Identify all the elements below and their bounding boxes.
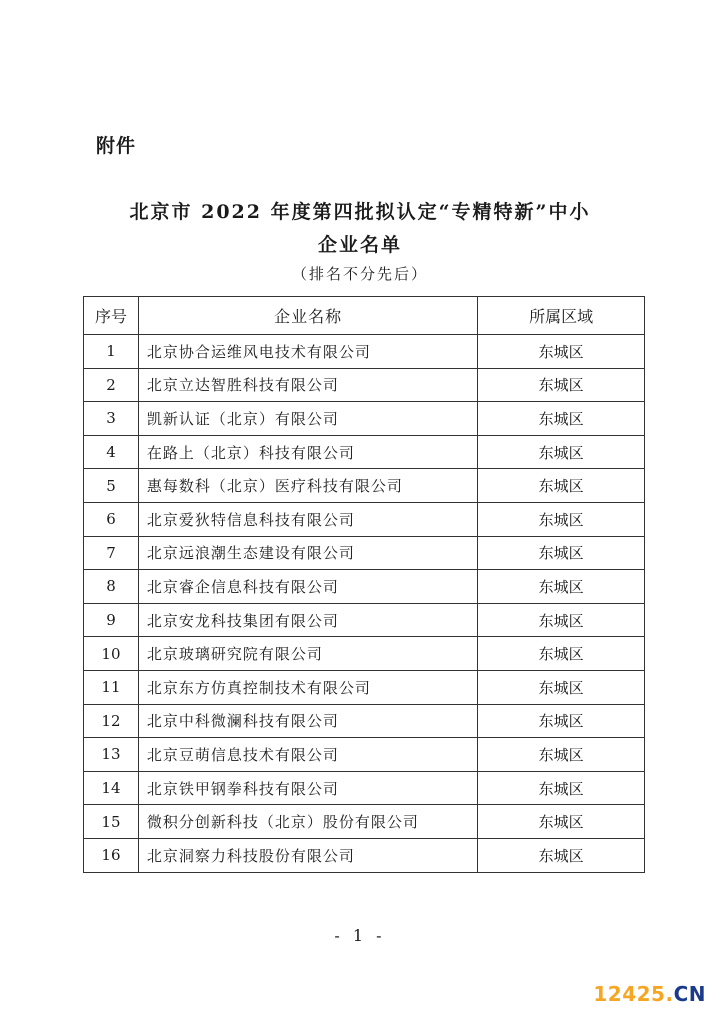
header-company-name: 企业名称 [138,297,477,335]
row-company-name: 北京铁甲钢拳科技有限公司 [138,771,477,805]
row-district: 东城区 [478,368,645,402]
header-serial-number: 序号 [84,297,139,335]
table-row [84,402,645,436]
row-district: 东城区 [478,402,645,436]
row-serial-number: 8 [84,570,139,604]
row-company-name: 北京洞察力科技股份有限公司 [138,838,477,872]
row-company-name: 北京立达智胜科技有限公司 [138,368,477,402]
row-district: 东城区 [478,435,645,469]
table-row [84,704,645,738]
attachment-label: 附件 [96,135,137,157]
page-number: - 1 - [334,926,386,945]
row-district: 东城区 [478,771,645,805]
row-serial-number: 5 [84,469,139,503]
row-serial-number: 16 [84,838,139,872]
table-row [84,838,645,872]
table-row [84,670,645,704]
table-row [84,738,645,772]
row-company-name: 北京远浪潮生态建设有限公司 [138,536,477,570]
company-table [83,296,645,873]
table-row [84,771,645,805]
row-district: 东城区 [478,637,645,671]
table-row [84,435,645,469]
watermark-number: 12425 [593,982,666,1006]
row-district: 东城区 [478,570,645,604]
row-serial-number: 15 [84,805,139,839]
row-district: 东城区 [478,838,645,872]
table-header-row [84,297,645,335]
row-company-name: 北京玻璃研究院有限公司 [138,637,477,671]
row-district: 东城区 [478,335,645,369]
row-serial-number: 2 [84,368,139,402]
table-row [84,502,645,536]
row-serial-number: 9 [84,603,139,637]
row-serial-number: 11 [84,670,139,704]
row-company-name: 北京协合运维风电技术有限公司 [138,335,477,369]
row-district: 东城区 [478,805,645,839]
row-district: 东城区 [478,738,645,772]
row-serial-number: 4 [84,435,139,469]
table-row [84,368,645,402]
row-district: 东城区 [478,469,645,503]
row-serial-number: 1 [84,335,139,369]
document-title-line2: 企业名单 [317,234,402,256]
row-serial-number: 7 [84,536,139,570]
row-district: 东城区 [478,536,645,570]
document-title-line1: 北京市 2022 年度第四批拟认定“专精特新”中小 [129,201,591,223]
watermark-suffix: CN [673,982,706,1006]
row-company-name: 北京东方仿真控制技术有限公司 [138,670,477,704]
table-row [84,335,645,369]
row-company-name: 北京爱狄特信息科技有限公司 [138,502,477,536]
table-row [84,570,645,604]
row-company-name: 北京安龙科技集团有限公司 [138,603,477,637]
row-district: 东城区 [478,670,645,704]
row-company-name: 北京豆萌信息技术有限公司 [138,738,477,772]
row-company-name: 在路上（北京）科技有限公司 [138,435,477,469]
table-row [84,603,645,637]
header-district: 所属区域 [478,297,645,335]
row-district: 东城区 [478,704,645,738]
row-serial-number: 6 [84,502,139,536]
table-row [84,469,645,503]
row-company-name: 北京睿企信息科技有限公司 [138,570,477,604]
site-watermark [593,982,706,1006]
watermark-dot: . [665,982,674,1006]
row-district: 东城区 [478,603,645,637]
row-district: 东城区 [478,502,645,536]
row-company-name: 北京中科微澜科技有限公司 [138,704,477,738]
row-company-name: 微积分创新科技（北京）股份有限公司 [138,805,477,839]
row-company-name: 凯新认证（北京）有限公司 [138,402,477,436]
table-row [84,637,645,671]
row-serial-number: 12 [84,704,139,738]
document-subtitle: （排名不分先后） [291,265,428,283]
row-serial-number: 10 [84,637,139,671]
row-serial-number: 14 [84,771,139,805]
table-row [84,536,645,570]
row-serial-number: 13 [84,738,139,772]
row-serial-number: 3 [84,402,139,436]
row-company-name: 惠每数科（北京）医疗科技有限公司 [138,469,477,503]
table-row [84,805,645,839]
